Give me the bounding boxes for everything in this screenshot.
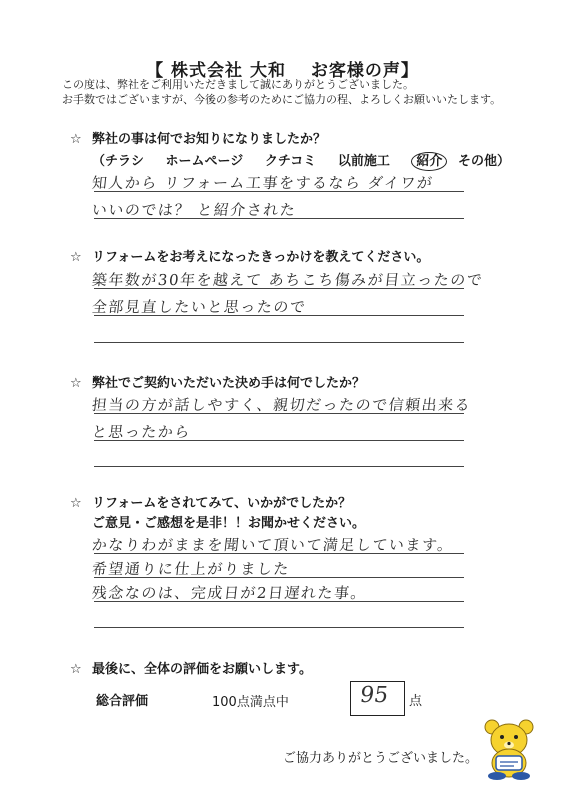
answer-rule [94,288,464,289]
rating-unit: 点 [409,694,423,709]
answer-1-line-1: 知人から リフォーム工事をするなら ダイワが [91,174,435,192]
question-1-options [92,150,527,169]
question-1 [70,128,326,147]
overall-rating-label: 総合評価 [96,694,149,709]
star-icon: ☆ [70,496,82,511]
answer-2-line-1: 築年数が30年を越えて あちこち傷みが目立ったので [91,271,485,289]
answer-4-line-1: かなりわがままを聞いて頂いて満足しています。 [91,536,455,554]
answer-3-line-2: と思ったから [91,423,192,441]
star-icon: ☆ [70,132,82,147]
question-2 [70,246,429,265]
question-4-label: リフォームをされてみて、いかがでしたか？ [92,496,352,511]
answer-1-line-2: いいのでは？ と紹介された [91,201,298,219]
answer-rule [94,627,464,628]
answer-2-line-2: 全部見直したいと思ったので [91,298,308,316]
question-5 [70,658,312,677]
answer-4-line-2: 希望通りに仕上がりました [91,560,291,578]
question-4-sub-label: ご意見・ご感想を是非！！お聞かせください。 [92,516,366,531]
answer-rule [94,553,464,554]
question-2-label: リフォームをお考えになったきっかけを教えてください。 [92,250,430,265]
question-1-label: 弊社の事は何でお知りになりましたか？ [92,132,327,147]
intro-line-2: お手数ではございますが、今後の参考のためにご協力の程、よろしくお願いいたします。 [62,93,502,106]
bear-mascot-icon [480,718,538,780]
star-icon: ☆ [70,376,82,391]
thanks-message: ご協力ありがとうございました。 [283,751,479,766]
question-5-label: 最後に、全体の評価をお願いします。 [92,662,312,677]
answer-4-line-3: 残念なのは、完成日が2日遅れた事。 [91,584,368,602]
rating-scale-label: 100点満点中 [212,695,289,710]
option-other: その他） [457,154,510,169]
question-3-label: 弊社でご契約いただいた決め手は何でしたか？ [92,376,366,391]
option-homepage: ホームページ [165,154,244,169]
answer-rule [94,440,464,441]
option-word-of-mouth: クチコミ [264,154,317,169]
answer-rule [94,218,464,219]
option-referral-circled: 紹介 [411,152,447,171]
answer-rule [94,577,464,578]
answer-rule [94,466,464,467]
page-title: 【 株式会社 大和 お客様の声】 [146,61,419,81]
answer-rule [94,342,464,343]
intro-line-1: この度は、弊社をご利用いただきまして誠にありがとうございました。 [62,78,414,91]
option-previous-work: 以前施工 [337,154,390,169]
star-icon: ☆ [70,662,82,677]
answer-rule [94,601,464,602]
answer-rule [94,413,464,414]
answer-3-line-1: 担当の方が話しやすく、親切だったので信頼出来る [91,396,473,414]
option-flyer: （チラシ [92,154,145,169]
answer-rule [94,191,464,192]
answer-rule [94,315,464,316]
question-4 [70,492,351,511]
question-3 [70,372,365,391]
rating-value: 95 [358,683,390,708]
star-icon: ☆ [70,250,82,265]
